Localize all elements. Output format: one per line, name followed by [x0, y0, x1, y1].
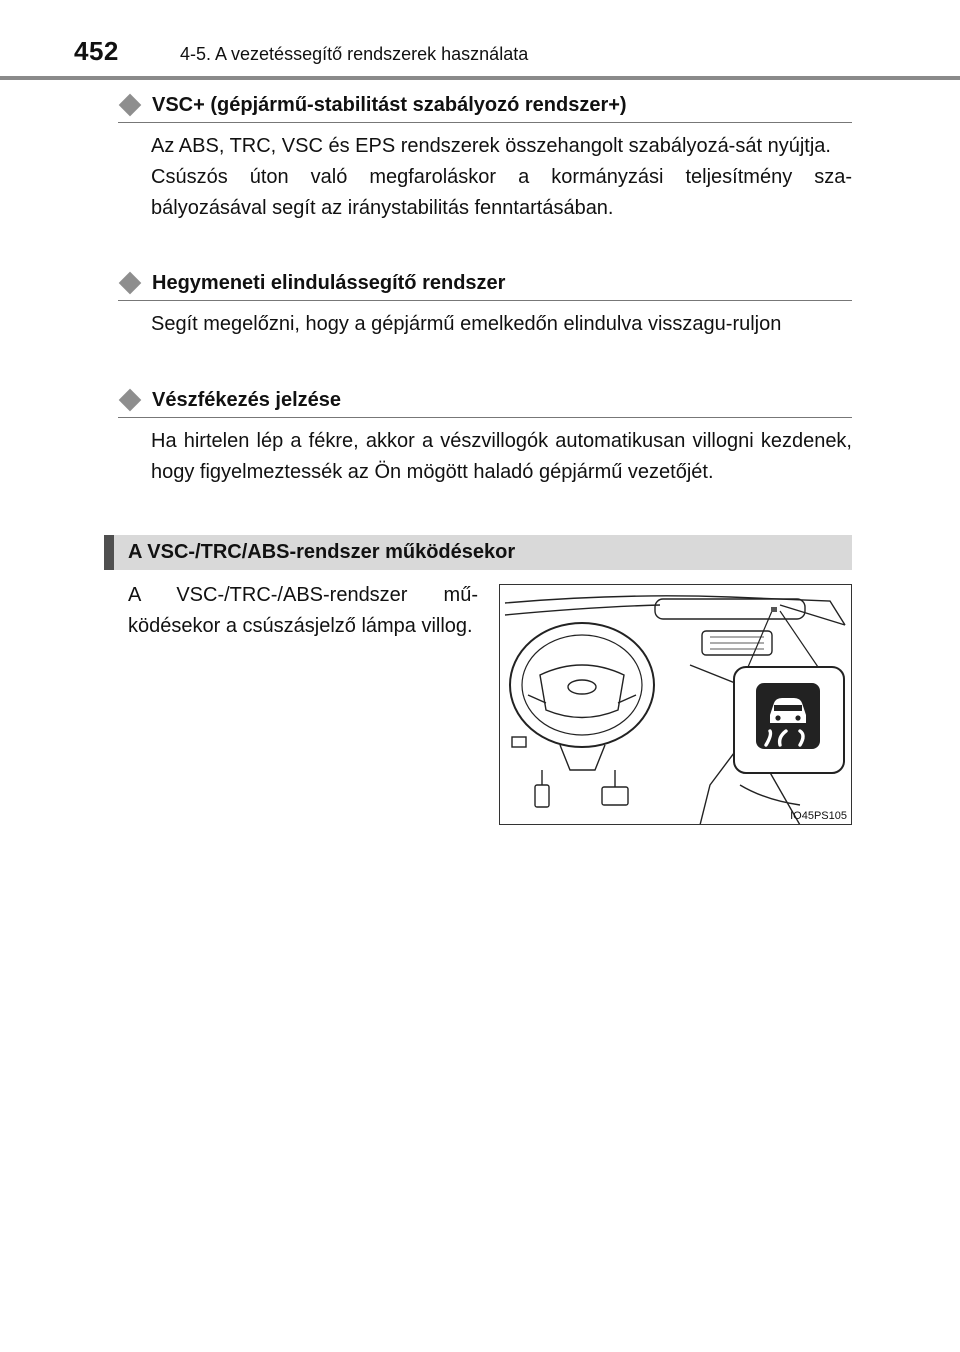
- section-emergency-brake-signal: [118, 383, 852, 488]
- header-divider: [0, 76, 960, 80]
- paragraph: Az ABS, TRC, VSC és EPS rendszerek összehangolt szabályozá-sát nyújtja.: [151, 135, 831, 157]
- box-text: A VSC-/TRC-/ABS-rendszer mű-ködésekor a csúszásjelző lámpa villog.: [128, 584, 478, 637]
- page-header: [0, 0, 960, 80]
- skid-indicator-icon: [756, 683, 820, 749]
- illustration-code: IO45PS105: [790, 810, 847, 822]
- paragraph: Ha hirtelen lép a fékre, akkor a vészvillogók automatikusan villogni kezdenek, hogy figyelmeztessék az Ön mögött haladó gépjármű vezetőjét.: [151, 430, 852, 483]
- box-title: A VSC-/TRC/ABS-rendszer működésekor: [104, 535, 852, 570]
- paragraph: Csúszós úton való megfaroláskor a kormányzási teljesítmény sza-bályozásával segít az iránystabilitás fenntartásában.: [151, 166, 852, 219]
- section-hill-start: [118, 266, 852, 340]
- section-title-bar: [118, 383, 852, 418]
- section-body: [151, 131, 852, 224]
- section-body: [151, 426, 852, 488]
- paragraph: Segít megelőzni, hogy a gépjármű emelkedőn elindulva visszagu-ruljon: [151, 313, 782, 335]
- section-title: Hegymeneti elindulássegítő rendszer: [152, 271, 506, 294]
- chapter-title: 4-5. A vezetéssegítő rendszerek használata: [180, 44, 529, 64]
- section-title: VSC+ (gépjármű-stabilitást szabályozó rendszer+): [152, 93, 627, 116]
- dashboard-illustration: [499, 584, 852, 825]
- section-title: Vészfékezés jelzése: [152, 388, 342, 411]
- diamond-bullet-icon: [119, 389, 142, 412]
- diamond-bullet-icon: [119, 272, 142, 295]
- section-vsc: [118, 88, 852, 224]
- section-body: [151, 309, 852, 340]
- section-title-bar: [118, 88, 852, 123]
- dashboard-drawing: [500, 585, 852, 825]
- page-number: 452: [74, 36, 119, 66]
- section-title-bar: [118, 266, 852, 301]
- diamond-bullet-icon: [119, 94, 142, 117]
